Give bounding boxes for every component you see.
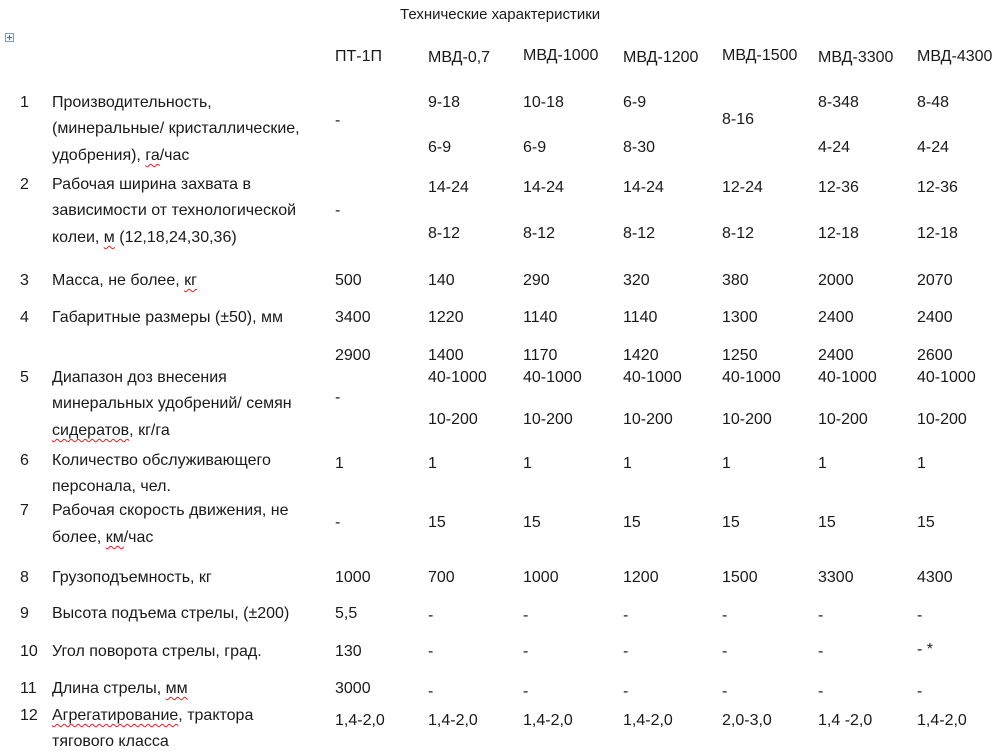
table-cell-value: 15 xyxy=(722,514,740,531)
table-cell-value: 12-36 xyxy=(818,179,859,196)
table-cell-value: 10-200 xyxy=(818,411,868,428)
column-header: МВД-1000 xyxy=(523,47,599,64)
row-label-line: Угол поворота стрелы, град. xyxy=(52,643,262,660)
row-label-line: Производительность, xyxy=(52,94,212,111)
table-cell-value: 12-24 xyxy=(722,179,763,196)
table-cell-value: - xyxy=(523,683,529,700)
document-title: Технические характеристики xyxy=(400,6,601,23)
table-cell-value: - xyxy=(818,683,824,700)
row-label-line: тягового класса xyxy=(52,733,169,750)
table-cell-value: 3000 xyxy=(335,680,371,697)
table-cell-value: 2900 xyxy=(335,347,371,364)
column-header: ПТ-1П xyxy=(335,48,382,65)
table-cell-value: - xyxy=(623,607,629,624)
column-header: МВД-0,7 xyxy=(428,49,491,66)
table-cell-value: - xyxy=(428,683,434,700)
table-cell-value: 6-9 xyxy=(523,139,547,156)
table-cell-value: 15 xyxy=(623,514,641,531)
table-cell-value: 8-348 xyxy=(818,94,859,111)
table-cell-value: 40-1000 xyxy=(917,369,976,386)
spellcheck-underline: км xyxy=(105,529,124,546)
table-cell-value: 1300 xyxy=(722,309,758,326)
table-cell-value: 12-18 xyxy=(917,225,958,242)
table-cell-value: 2400 xyxy=(818,347,854,364)
table-cell-value: 1500 xyxy=(722,569,758,586)
column-header: МВД-1200 xyxy=(623,49,699,66)
row-label-line: Высота подъема стрелы, (±200) xyxy=(52,605,290,622)
table-cell-value: 140 xyxy=(428,272,455,289)
table-cell-value: - xyxy=(623,643,629,660)
table-cell-value: 290 xyxy=(523,272,550,289)
table-cell-value: 14-24 xyxy=(428,179,469,196)
table-cell-value: 9-18 xyxy=(428,94,461,111)
table-cell-value: 1420 xyxy=(623,347,659,364)
table-cell-value: 1,4 -2,0 xyxy=(818,712,873,729)
table-cell-value: 1400 xyxy=(428,347,464,364)
row-label-line: более, км/час xyxy=(52,529,154,546)
table-cell-value: 15 xyxy=(523,514,541,531)
table-cell-value: - xyxy=(917,683,923,700)
table-cell-value: 10-18 xyxy=(523,94,564,111)
table-cell-value: - xyxy=(428,643,434,660)
table-cell-value: 1000 xyxy=(335,569,371,586)
row-number: 6 xyxy=(20,452,29,469)
row-number: 1 xyxy=(20,94,29,111)
row-number: 11 xyxy=(20,680,37,697)
table-cell-value: - xyxy=(335,202,341,219)
row-number: 3 xyxy=(20,272,29,289)
table-cell-value: 14-24 xyxy=(623,179,664,196)
table-cell-value: 1,4-2,0 xyxy=(335,712,385,729)
table-cell-value: 1 xyxy=(818,455,827,472)
table-cell-value: - xyxy=(917,607,923,624)
table-cell-value: - * xyxy=(917,641,933,658)
table-cell-value: 1 xyxy=(428,455,437,472)
table-cell-value: 1 xyxy=(523,455,532,472)
row-label-line: Диапазон доз внесения xyxy=(52,369,227,386)
row-number: 5 xyxy=(20,369,29,386)
table-cell-value: 1200 xyxy=(623,569,659,586)
table-cell-value: - xyxy=(335,112,341,129)
row-number: 9 xyxy=(20,605,29,622)
table-cell-value: 1,4-2,0 xyxy=(917,712,967,729)
table-cell-value: 4-24 xyxy=(818,139,851,156)
table-cell-value: 700 xyxy=(428,569,455,586)
spellcheck-underline: сидератов xyxy=(52,422,130,439)
row-label-line: удобрения), га/час xyxy=(52,147,190,164)
table-cell-value: - xyxy=(623,683,629,700)
table-cell-value: 1 xyxy=(722,455,731,472)
table-cell-value: 8-16 xyxy=(722,111,755,128)
table-cell-value: 8-12 xyxy=(428,225,461,242)
row-label-line: Рабочая скорость движения, не xyxy=(52,502,289,519)
table-cell-value: - xyxy=(428,607,434,624)
row-number: 8 xyxy=(20,569,29,586)
table-cell-value: 15 xyxy=(917,514,935,531)
table-cell-value: 2,0-3,0 xyxy=(722,712,772,729)
table-cell-value: 1 xyxy=(335,455,344,472)
table-cell-value: - xyxy=(335,514,341,531)
table-cell-value: 3300 xyxy=(818,569,854,586)
table-cell-value: 1 xyxy=(623,455,632,472)
row-number: 10 xyxy=(20,643,38,660)
row-label-line: зависимости от технологической xyxy=(52,202,297,219)
table-cell-value: 500 xyxy=(335,272,362,289)
table-cell-value: - xyxy=(818,643,824,660)
row-label-line: Агрегатирование, трактора xyxy=(52,707,254,724)
table-cell-value: 10-200 xyxy=(623,411,673,428)
row-label-line: персонала, чел. xyxy=(52,478,171,495)
table-cell-value: 1000 xyxy=(523,569,559,586)
table-cell-value: 15 xyxy=(428,514,446,531)
table-cell-value: 8-48 xyxy=(917,94,950,111)
table-cell-value: 40-1000 xyxy=(523,369,582,386)
table-cell-value: - xyxy=(722,683,728,700)
table-cell-value: 1,4-2,0 xyxy=(623,712,673,729)
table-cell-value: 40-1000 xyxy=(623,369,682,386)
spellcheck-underline: кг xyxy=(184,272,197,289)
table-cell-value: 4300 xyxy=(917,569,953,586)
row-number: 2 xyxy=(20,176,29,193)
row-number: 12 xyxy=(20,707,38,724)
table-cell-value: 380 xyxy=(722,272,749,289)
table-cell-value: 10-200 xyxy=(428,411,478,428)
row-label-line: Габаритные размеры (±50), мм xyxy=(52,309,284,326)
table-cell-value: 2400 xyxy=(917,309,953,326)
table-cell-value: 10-200 xyxy=(722,411,772,428)
table-cell-value: 130 xyxy=(335,643,362,660)
table-cell-value: 40-1000 xyxy=(722,369,781,386)
table-cell-value: 12-18 xyxy=(818,225,859,242)
table-cell-value: - xyxy=(818,607,824,624)
table-cell-value: 6-9 xyxy=(428,139,452,156)
table-cell-value: 320 xyxy=(623,272,650,289)
table-cell-value: 2070 xyxy=(917,272,953,289)
table-cell-value: 5,5 xyxy=(335,605,358,622)
row-label-line: Количество обслуживающего xyxy=(52,452,271,469)
table-cell-value: 2000 xyxy=(818,272,854,289)
row-number: 4 xyxy=(20,309,29,326)
table-cell-value: 10-200 xyxy=(917,411,967,428)
table-cell-value: 6-9 xyxy=(623,94,647,111)
table-cell-value: 8-30 xyxy=(623,139,656,156)
table-cell-value: 15 xyxy=(818,514,836,531)
table-cell-value: 40-1000 xyxy=(428,369,487,386)
table-cell-value: 8-12 xyxy=(722,225,755,242)
row-label-line: Грузоподъемность, кг xyxy=(52,569,212,586)
table-cell-value: - xyxy=(722,643,728,660)
row-label-line: сидератов, кг/га xyxy=(52,422,170,439)
table-cell-value: 8-12 xyxy=(623,225,656,242)
table-cell-value: 1,4-2,0 xyxy=(523,712,573,729)
row-label-line: минеральных удобрений/ семян xyxy=(52,395,292,412)
row-label-line: колеи, м (12,18,24,30,36) xyxy=(52,229,237,246)
spellcheck-underline: мм xyxy=(165,680,188,697)
row-label-line: Рабочая ширина захвата в xyxy=(52,176,251,193)
row-label-line: (минеральные/ кристаллические, xyxy=(52,120,300,137)
table-cell-value: 1170 xyxy=(523,347,558,364)
table-cell-value: 2600 xyxy=(917,347,953,364)
table-cell-value: - xyxy=(523,607,529,624)
column-header: МВД-3300 xyxy=(818,49,894,66)
table-cell-value: 4-24 xyxy=(917,139,950,156)
spellcheck-underline: Агрегатирование xyxy=(52,707,179,724)
table-cell-value: 8-12 xyxy=(523,225,556,242)
row-number: 7 xyxy=(20,502,29,519)
table-cell-value: 14-24 xyxy=(523,179,564,196)
table-cell-value: 40-1000 xyxy=(818,369,877,386)
row-label-line: Длина стрелы, мм xyxy=(52,680,188,697)
table-cell-value: 10-200 xyxy=(523,411,573,428)
table-cell-value: - xyxy=(523,643,529,660)
column-header: МВД-1500 xyxy=(722,47,798,64)
row-label-line: Масса, не более, кг xyxy=(52,272,197,289)
table-cell-value: 1250 xyxy=(722,347,758,364)
table-cell-value: 1 xyxy=(917,455,926,472)
table-cell-value: 12-36 xyxy=(917,179,958,196)
column-header: МВД-4300 xyxy=(917,48,993,65)
table-cell-value: 1220 xyxy=(428,309,464,326)
table-cell-value: 3400 xyxy=(335,309,371,326)
table-cell-value: 1,4-2,0 xyxy=(428,712,478,729)
spellcheck-underline: м xyxy=(103,229,115,246)
table-cell-value: 1140 xyxy=(523,309,558,326)
table-cell-value: 2400 xyxy=(818,309,854,326)
table-cell-value: - xyxy=(335,389,341,406)
table-cell-value: - xyxy=(722,607,728,624)
table-move-handle-icon[interactable] xyxy=(5,33,14,42)
table-cell-value: 1140 xyxy=(623,309,658,326)
spellcheck-underline: га xyxy=(145,147,160,164)
